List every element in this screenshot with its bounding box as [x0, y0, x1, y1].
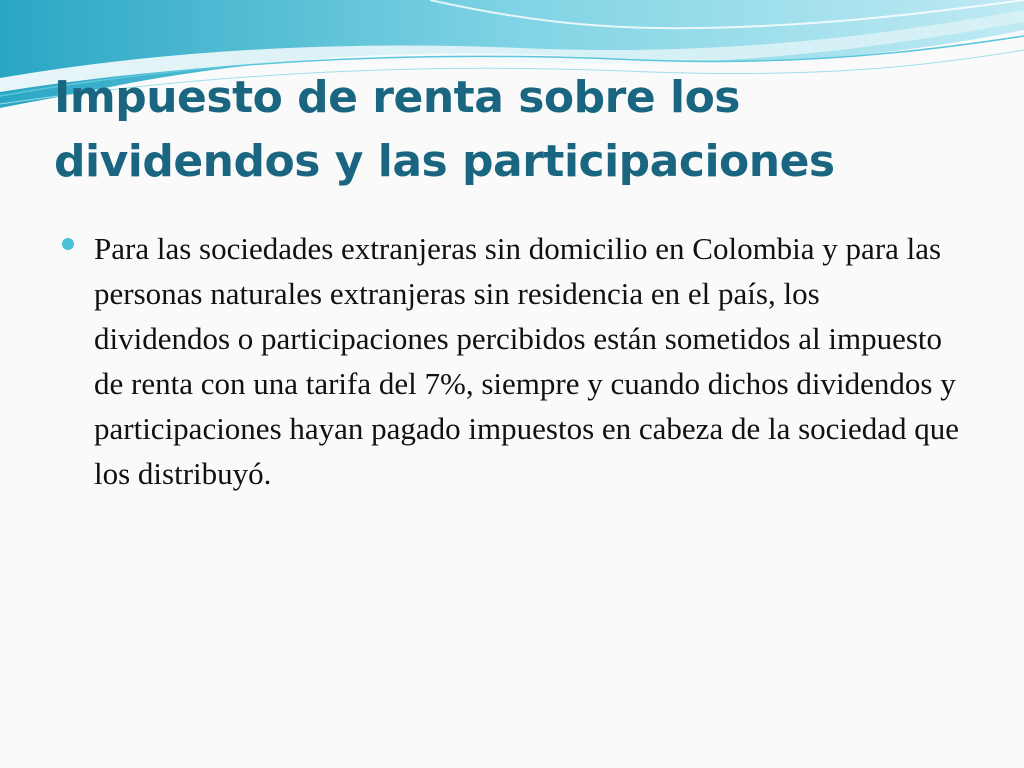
bullet-list — [62, 226, 962, 496]
bullet-text: Para las sociedades extranjeras sin domicilio en Colombia y para las personas naturales extranjeras sin residencia en el país, los dividendos o participaciones percibidos están sometidos al impuesto de renta con una tarifa del 7%, siempre y cuando dichos dividendos y participaciones hayan pagado impuestos en cabeza de la sociedad que los distribuyó. — [94, 231, 960, 491]
slide-title: Impuesto de renta sobre los dividendos y las participaciones — [54, 72, 835, 187]
bullet-item — [62, 226, 962, 496]
bullet-dot-icon — [62, 238, 74, 250]
